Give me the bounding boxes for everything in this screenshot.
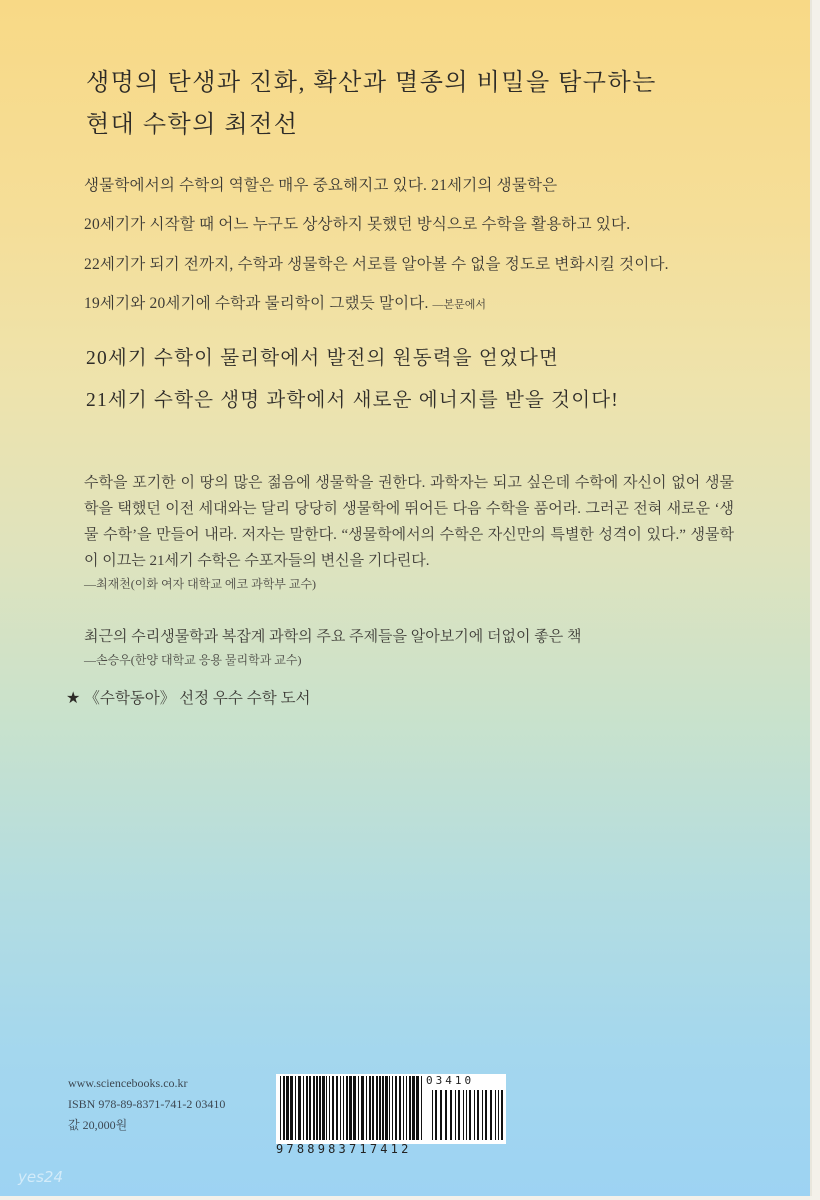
barcode-addon-bar bbox=[490, 1090, 492, 1140]
barcode-bar bbox=[298, 1076, 301, 1140]
barcode-bar bbox=[406, 1076, 407, 1140]
barcode-bar bbox=[376, 1076, 378, 1140]
barcode-addon-bar bbox=[495, 1090, 496, 1140]
barcode-addon-bar bbox=[445, 1090, 447, 1140]
barcode-addon-bar bbox=[435, 1090, 437, 1140]
slogan-line-1: 20세기 수학이 물리학에서 발전의 원동력을 얻었다면 bbox=[86, 348, 560, 369]
intro-line-1: 생물학에서의 수학의 역할은 매우 중요해지고 있다. 21세기의 생물학은 bbox=[84, 177, 558, 194]
barcode-bar bbox=[322, 1076, 325, 1140]
barcode-addon-bar bbox=[485, 1090, 487, 1140]
barcode-addon-bar bbox=[474, 1090, 475, 1140]
barcode-bar bbox=[286, 1076, 289, 1140]
slogan-line-2: 21세기 수학은 생명 과학에서 새로운 에너지를 받을 것이다! bbox=[86, 390, 619, 411]
intro-line-4-text: 19세기와 20세기에 수학과 물리학이 그랬듯 말이다. bbox=[84, 294, 429, 312]
barcode-bar bbox=[361, 1076, 364, 1140]
endorsement-1 bbox=[84, 470, 734, 594]
barcode-bar bbox=[389, 1076, 390, 1140]
intro-line-2: 20세기가 시작할 때 어느 누구도 상상하지 못했던 방식으로 수학을 활용하고 있다. bbox=[84, 216, 631, 234]
barcode-bar bbox=[382, 1076, 384, 1140]
endorsement-2-attribution: —손승우(한양 대학교 응용 물리학과 교수) bbox=[84, 653, 302, 667]
barcode-bar bbox=[366, 1076, 367, 1140]
barcode-bar bbox=[313, 1076, 315, 1140]
barcode-bar bbox=[326, 1076, 327, 1140]
barcode-bar bbox=[332, 1076, 334, 1140]
barcode-bar bbox=[403, 1076, 404, 1140]
barcode-bar bbox=[319, 1076, 321, 1140]
barcode-bar bbox=[399, 1076, 401, 1140]
barcode-addon-bar bbox=[469, 1090, 471, 1140]
barcode-bar bbox=[329, 1076, 330, 1140]
barcode-addon-bar bbox=[450, 1090, 452, 1140]
barcode-ean-digits: 9788983717412 bbox=[276, 1142, 412, 1156]
barcode-bar bbox=[280, 1076, 281, 1140]
headline-line-1: 생명의 탄생과 진화, 확산과 멸종의 비밀을 탐구하는 bbox=[86, 70, 657, 96]
endorsement-2 bbox=[84, 624, 581, 670]
barcode-bar bbox=[343, 1076, 344, 1140]
barcode-bar bbox=[421, 1076, 422, 1140]
barcode-addon-bar bbox=[466, 1090, 467, 1140]
barcode-bar bbox=[385, 1076, 388, 1140]
barcode-bar bbox=[290, 1076, 293, 1140]
intro-excerpt bbox=[84, 166, 669, 325]
barcode-bar bbox=[369, 1076, 371, 1140]
barcode-bar bbox=[303, 1076, 304, 1140]
barcode-bar bbox=[309, 1076, 311, 1140]
publisher-website: www.sciencebooks.co.kr bbox=[68, 1076, 188, 1090]
barcode-bar bbox=[295, 1076, 296, 1140]
barcode-addon-bar bbox=[440, 1090, 442, 1140]
endorsement-1-text: 수학을 포기한 이 땅의 많은 젊음에 생물학을 권한다. 과학자는 되고 싶은데 수학에 자신이 없어 생물학을 택했던 이전 세대와는 달리 당당히 생물학에 뛰어든 다음 수학을 품어라. 그러곤 전혀 새로운 ‘생물 수학’을 만들어 내라. 저자는 말한다. “생물학에서의 수학은 자신만의 특별한 성격이 있다.” 생물학이 이끄는 21세기 수학은 수포자들의 변신을 기다린다. bbox=[84, 475, 734, 569]
intro-line-4 bbox=[84, 284, 669, 325]
barcode-addon-bar bbox=[501, 1090, 503, 1140]
intro-source: —본문에서 bbox=[432, 298, 487, 311]
barcode-addon-bar bbox=[458, 1090, 460, 1140]
barcode-addon-digits: 03410 bbox=[426, 1074, 475, 1087]
award-note bbox=[66, 686, 311, 712]
slogan bbox=[86, 338, 619, 422]
barcode-bar bbox=[358, 1076, 359, 1140]
barcode-addon-bar bbox=[455, 1090, 456, 1140]
headline bbox=[86, 62, 657, 146]
barcode-bar bbox=[353, 1076, 356, 1140]
award-text: 《수학동아》 선정 우수 수학 도서 bbox=[84, 690, 311, 707]
barcode-addon-bar bbox=[432, 1090, 433, 1140]
star-icon: ★ bbox=[66, 690, 81, 707]
barcode-bar bbox=[306, 1076, 308, 1140]
barcode-bar bbox=[412, 1076, 415, 1140]
barcode-addon-bar bbox=[477, 1090, 479, 1140]
intro-line-3: 22세기가 되기 전까지, 수학과 생물학은 서로를 알아볼 수 없을 정도로 변화시킬 것이다. bbox=[84, 255, 669, 273]
barcode-bar bbox=[409, 1076, 411, 1140]
barcode-bar bbox=[283, 1076, 285, 1140]
barcode-addon-bar bbox=[498, 1090, 499, 1140]
endorsement-1-attribution: —최재천(이화 여자 대학교 에코 과학부 교수) bbox=[84, 577, 317, 591]
barcode-bar bbox=[379, 1076, 381, 1140]
headline-line-2: 현대 수학의 최전선 bbox=[86, 112, 299, 138]
barcode-bar bbox=[372, 1076, 374, 1140]
barcode-addon-bar bbox=[463, 1090, 464, 1140]
barcode-bar bbox=[346, 1076, 348, 1140]
publisher-info bbox=[68, 1073, 225, 1136]
barcode-addon-bar bbox=[482, 1090, 483, 1140]
isbn-text: ISBN 978-89-8371-741-2 03410 bbox=[68, 1097, 226, 1111]
barcode-bar bbox=[340, 1076, 341, 1140]
barcode-bar bbox=[349, 1076, 352, 1140]
barcode-bar bbox=[392, 1076, 393, 1140]
barcode-bar bbox=[416, 1076, 419, 1140]
barcode-bar bbox=[316, 1076, 318, 1140]
barcode bbox=[276, 1074, 506, 1168]
endorsement-2-text: 최근의 수리생물학과 복잡계 과학의 주요 주제들을 알아보기에 더없이 좋은 책 bbox=[84, 629, 582, 645]
barcode-bar bbox=[395, 1076, 397, 1140]
watermark: yes24 bbox=[18, 1168, 64, 1186]
price-text: 값 20,000원 bbox=[68, 1118, 128, 1132]
barcode-bar bbox=[336, 1076, 338, 1140]
